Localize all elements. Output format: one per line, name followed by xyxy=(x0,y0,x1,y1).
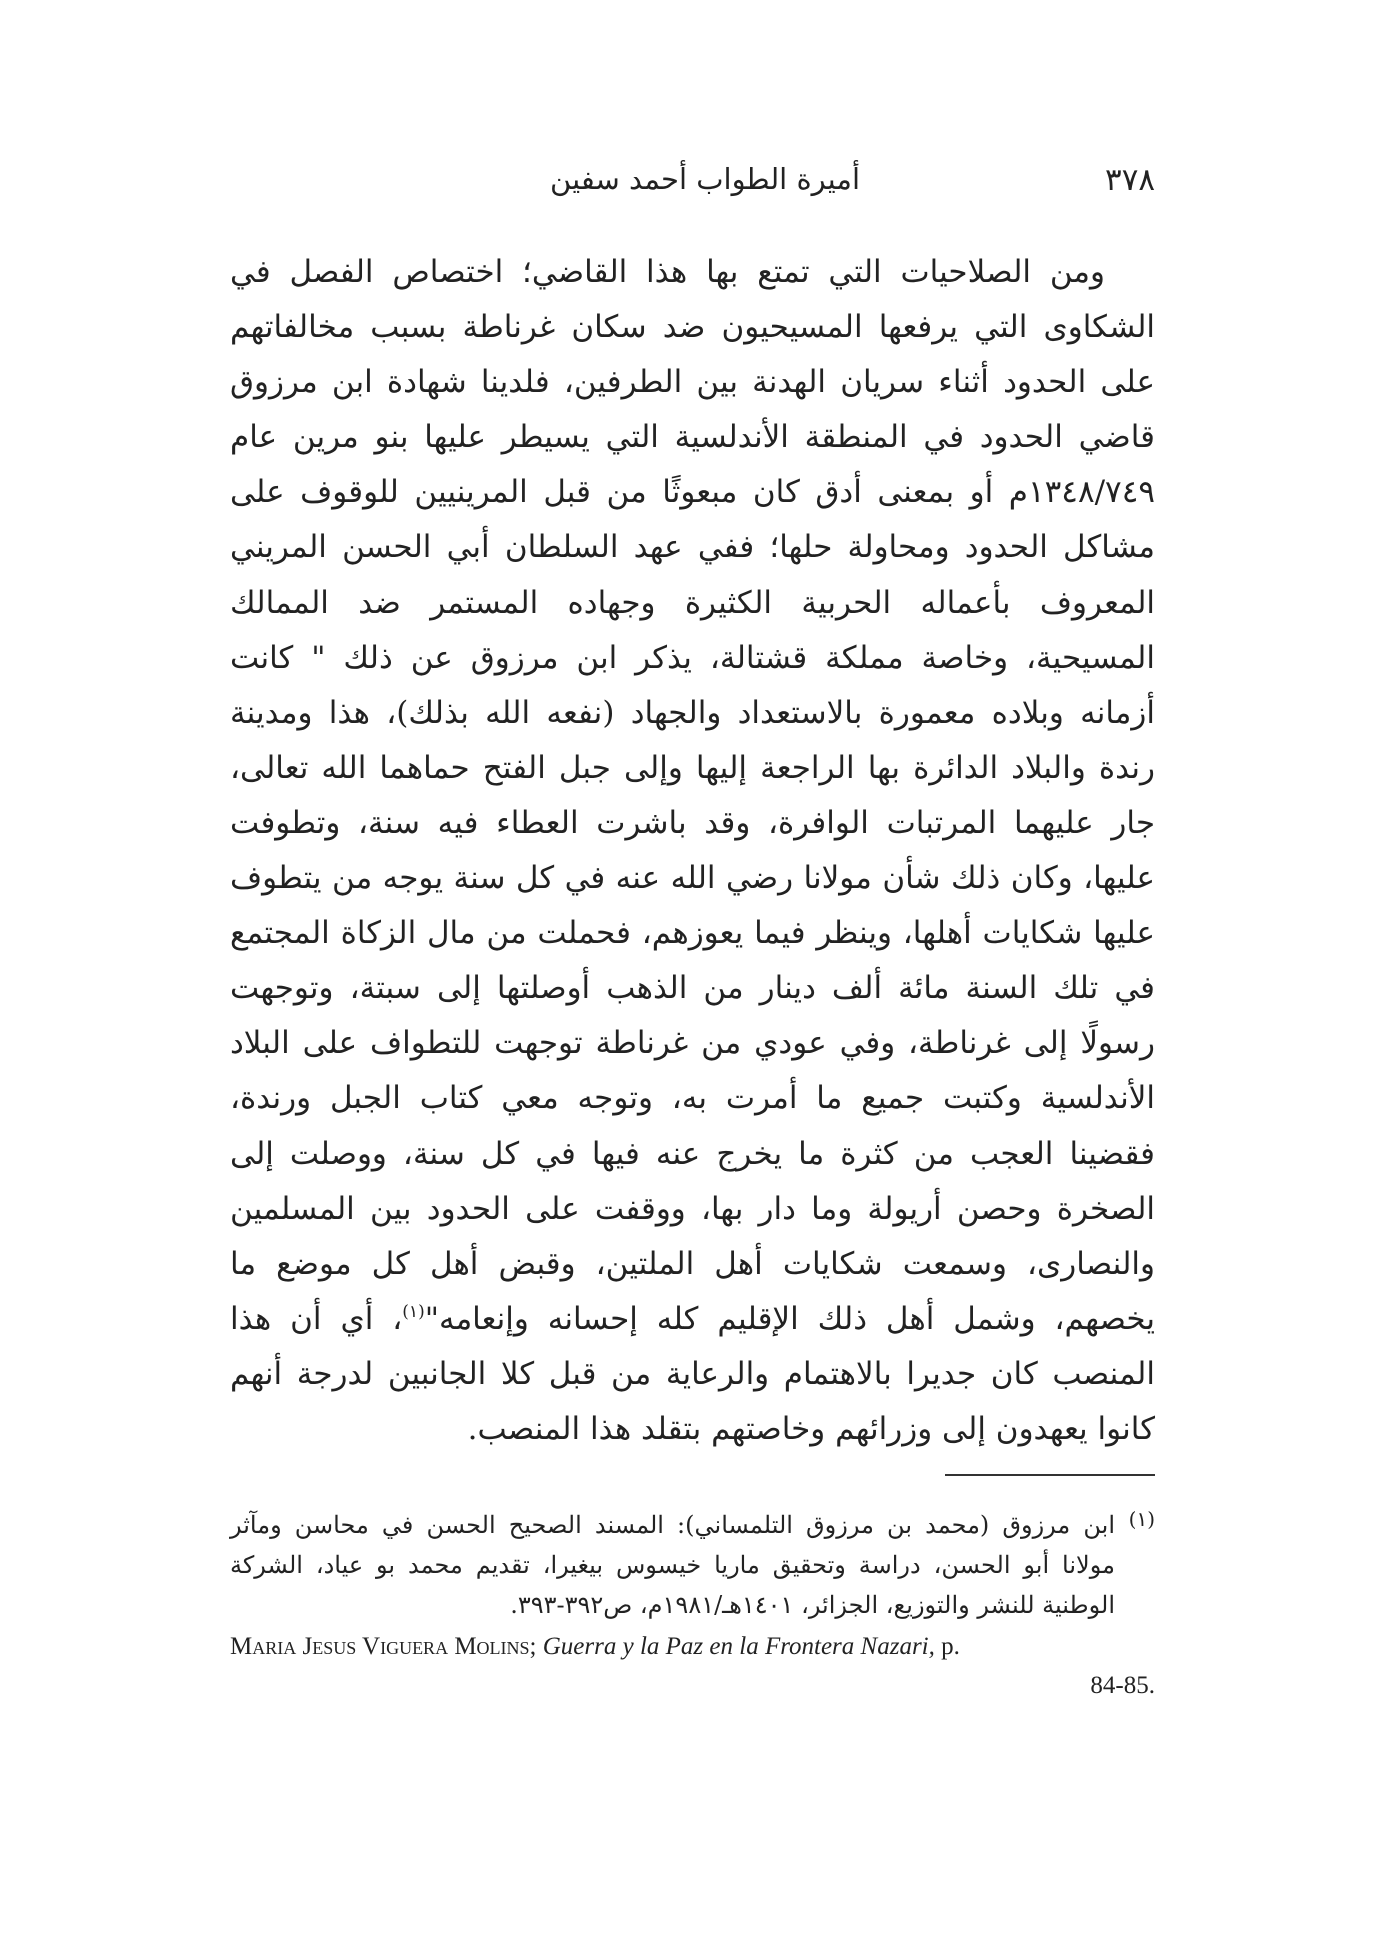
footnote-latin-title: Guerra y la Paz en la Frontera Nazari, xyxy=(542,1633,935,1660)
footnote-latin-pages: 84-85. xyxy=(1090,1672,1155,1699)
footnote-separator xyxy=(945,1474,1155,1476)
running-header xyxy=(230,162,1155,212)
footnote-latin xyxy=(230,1627,1155,1705)
footnote-marker: (١) xyxy=(1128,1507,1155,1531)
main-paragraph xyxy=(230,245,1155,1457)
footnote-latin-author: Maria Jesus Viguera Molins; xyxy=(230,1633,537,1660)
footnote-arabic-text: ابن مرزوق (محمد بن مرزوق التلمساني): المسند الصحيح الحسن في محاسن ومآثر مولانا أبو الحسن، دراسة وتحقيق ماريا خيسوس بيغيرا، تقديم محمد بو عياد، الشركة الوطنية للنشر والتوزيع، الجزائر، ١٤٠١هـ/١٩٨١م، ص٣٩٢-٣٩٣. xyxy=(230,1511,1115,1619)
page-number: ٣٧٨ xyxy=(1105,162,1155,198)
paragraph-main-text: ومن الصلاحيات التي تمتع بها هذا القاضي؛ اختصاص الفصل في الشكاوى التي يرفعها المسيحيون ضد سكان غرناطة بسبب مخالفاتهم على الحدود أثناء سريان الهدنة بين الطرفين، فلدينا شهادة ابن مرزوق قاضي الحدود في المنطقة الأندلسية التي يسيطر عليها بنو مرين عام ١٣٤٨/٧٤٩م أو بمعنى أدق كان مبعوثًا من قبل المرينيين للوقوف على مشاكل الحدود ومحاولة حلها؛ ففي عهد السلطان أبي الحسن المريني المعروف بأعماله الحربية الكثيرة وجهاده المستمر ضد الممالك المسيحية، وخاصة مملكة قشتالة، يذكر ابن مرزوق عن ذلك " كانت أزمانه وبلاده معمورة بالاستعداد والجهاد (نفعه الله بذلك)، هذا ومدينة رندة والبلاد الدائرة بها الراجعة إليها وإلى جبل الفتح حماهما الله تعالى، جار عليهما المرتبات الوافرة، وقد باشرت العطاء فيه سنة، وتطوفت عليها، وكان ذلك شأن مولانا رضي الله عنه في كل سنة يوجه من يتطوف عليها شكايات أهلها، وينظر فيما يعوزهم، فحملت من مال الزكاة المجتمع في تلك السنة مائة ألف دينار من الذهب أوصلتها إلى سبتة، وتوجهت رسولًا إلى غرناطة، وفي عودي من غرناطة توجهت للتطواف على البلاد الأندلسية وكتبت جميع ما أمرت به، وتوجه معي كتاب الجبل ورندة، فقضينا العجب من كثرة ما يخرج عنه فيها في كل سنة، ووصلت إلى الصخرة وحصن أريولة وما دار بها، ووقفت على الحدود بين المسلمين والنصارى، وسمعت شكايات أهل الملتين، وقبض أهل كل موضع ما يخصهم، وشمل أهل ذلك الإقليم كله إحسانه وإنعامه" xyxy=(230,254,1155,1337)
header-title: أميرة الطواب أحمد سفين xyxy=(550,162,860,196)
paragraph-tail-text: ، أي أن هذا المنصب كان جديرا بالاهتمام والرعاية من قبل كلا الجانبين لدرجة أنهم كانوا يعهدون إلى وزرائهم وخاصتهم بتقلد هذا المنصب. xyxy=(230,1300,1155,1447)
footnote-reference[interactable]: (١) xyxy=(402,1301,425,1322)
footnotes xyxy=(230,1505,1155,1705)
footnote-latin-pages-line xyxy=(230,1666,1155,1705)
body-text xyxy=(230,245,1155,1457)
footnote-arabic xyxy=(230,1505,1155,1625)
footnote-latin-p: p. xyxy=(941,1633,960,1660)
